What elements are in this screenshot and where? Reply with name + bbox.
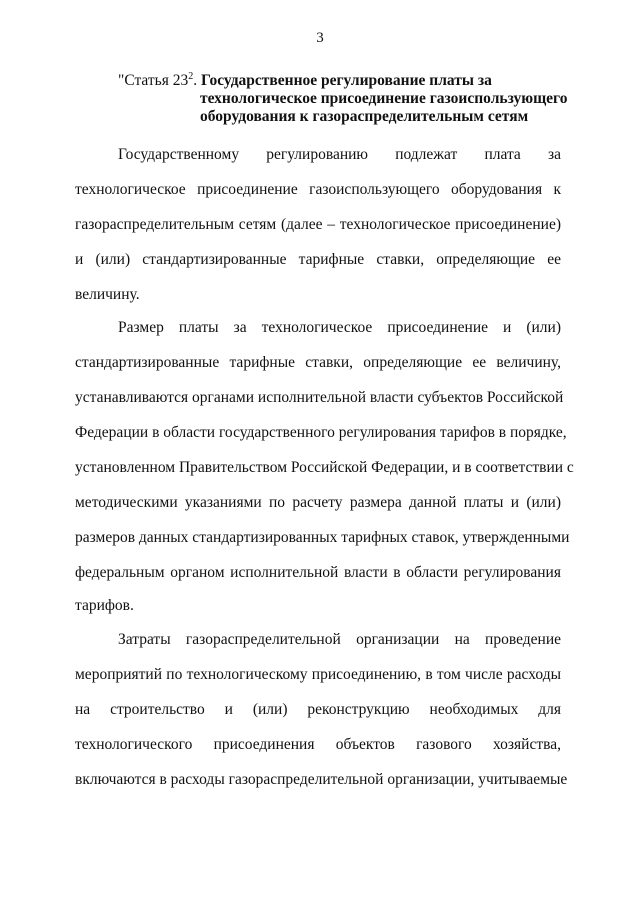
article-title-line-1: Государственное регулирование платы за xyxy=(201,72,492,89)
text-line: стандартизированные тарифные ставки, определяющие ее величину, xyxy=(75,354,561,371)
article-title-line-3: оборудования к газораспределительным сетям xyxy=(200,108,529,125)
article-label: "Статья $23^2$. xyxy=(118,71,201,89)
text-line: Государственному регулированию подлежат плата за xyxy=(118,146,561,163)
article-heading xyxy=(118,72,588,126)
text-line: технологического присоединения объектов газового хозяйства, xyxy=(75,736,561,753)
text-line: газораспределительным сетям (далее – технологическое присоединение) xyxy=(75,216,561,233)
text-line: на строительство и (или) реконструкцию необходимых для xyxy=(75,701,561,718)
text-line: федеральным органом исполнительной власти в области регулирования xyxy=(75,564,561,581)
text-line: и (или) стандартизированные тарифные ставки, определяющие ее xyxy=(75,251,561,268)
text-line: устанавливаются органами исполнительной власти субъектов Российской xyxy=(75,389,564,406)
text-line: мероприятий по технологическому присоединению, в том числе расходы xyxy=(75,666,561,683)
text-line: размеров данных стандартизированных тарифных ставок, утвержденными xyxy=(75,529,570,546)
article-title-line-2: технологическое присоединение газоиспользующего xyxy=(200,90,568,107)
text-line: величину. xyxy=(75,286,140,303)
text-line: установленном Правительством Российской Федерации, и в соответствии с xyxy=(75,459,574,476)
text-line: включаются в расходы газораспределительной организации, учитываемые xyxy=(75,771,568,788)
text-line: Затраты газораспределительной организации на проведение xyxy=(118,631,561,648)
text-line: технологическое присоединение газоиспользующего оборудования к xyxy=(75,181,561,198)
text-line: тарифов. xyxy=(75,597,134,614)
text-line: Федерации в области государственного регулирования тарифов в порядке, xyxy=(75,424,567,441)
text-line: методическими указаниями по расчету размера данной платы и (или) xyxy=(75,494,561,511)
text-line: Размер платы за технологическое присоединение и (или) xyxy=(118,319,561,336)
page-number: 3 xyxy=(316,30,324,46)
